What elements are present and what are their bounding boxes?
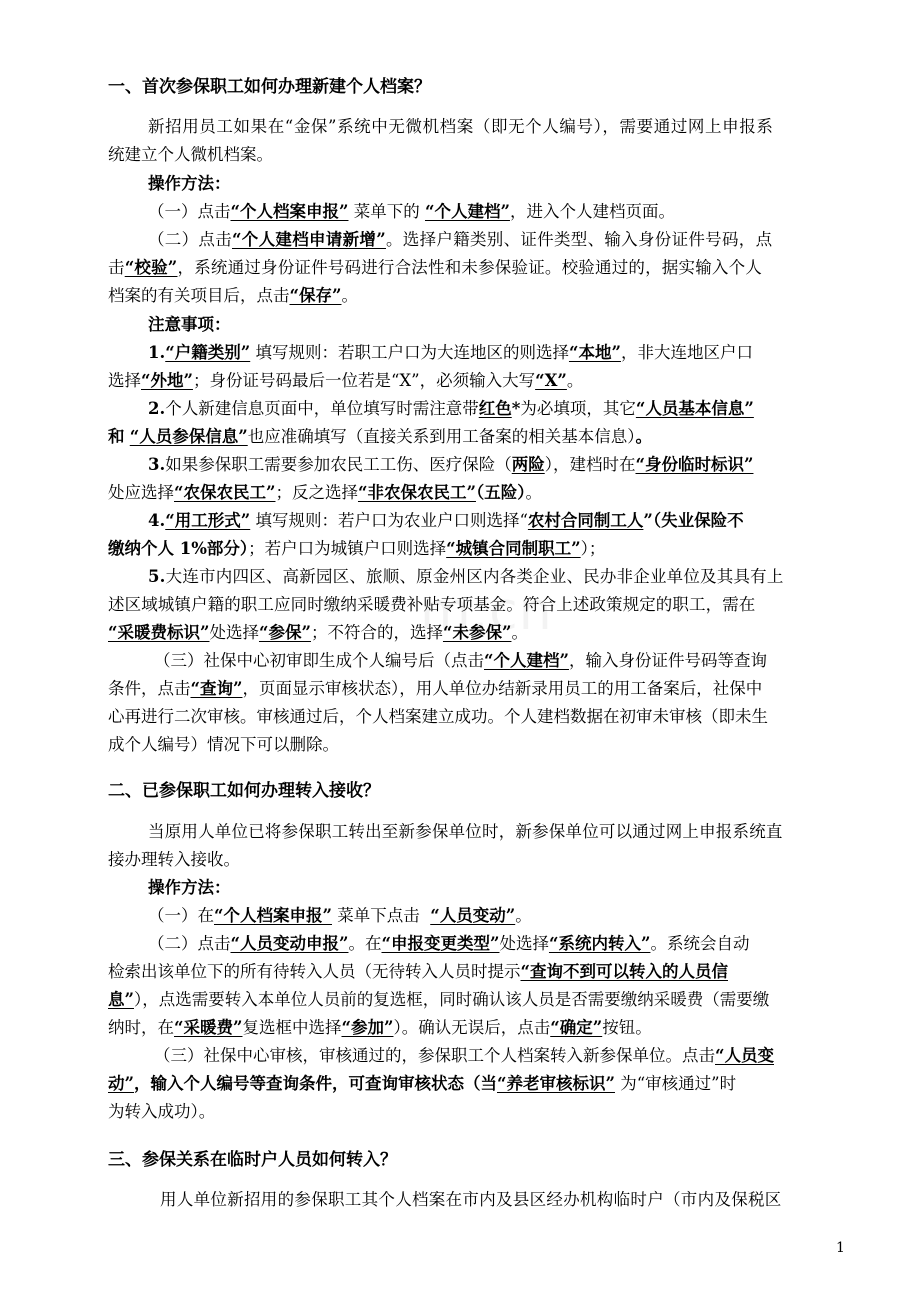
section-1-title: 一、首次参保职工如何办理新建个人档案？ <box>108 77 431 97</box>
s2-intro-line-1: 当原用人单位已将参保职工转出至新参保单位时，新参保单位可以通过网上申报系统直 <box>148 822 783 841</box>
s1-method-2c: 档案的有关项目后，点击“保存”。 <box>108 286 358 305</box>
s3-intro-line-1: 用人单位新招用的参保职工其个人档案在市内及县区经办机构临时户（市内及保税区 <box>160 1190 782 1209</box>
s1-note-label: 注意事项： <box>148 315 231 334</box>
s1-note-3a: 3.如果参保职工需要参加农民工工伤、医疗保险（两险），建档时在“身份临时标识” <box>148 455 754 474</box>
s2-method-2b: 检索出该单位下的所有待转入人员（无待转入人员时提示“查询不到可以转入的人员信 <box>108 962 728 981</box>
s1-note-4a: 4.“用工形式” 填写规则：若户口为农业户口则选择“农村合同制工人”（失业保险不 <box>148 511 744 530</box>
s1-method-1: （一）点击“个人档案申报” 菜单下的 “个人建档”，进入个人建档页面。 <box>148 202 675 221</box>
s1-note-5b: 述区域城镇户籍的职工应同时缴纳采暖费补贴专项基金。符合上述政策规定的职工，需在 <box>108 595 756 614</box>
s1-note-1b: 选择“外地”；身份证号码最后一位若是“X”，必须输入大写“X”。 <box>108 371 584 390</box>
s1-note-1a: 1.“户籍类别” 填写规则：若职工户口为大连地区的则选择“本地”，非大连地区户口 <box>148 343 753 362</box>
s2-intro-line-2: 接办理转入接收。 <box>108 850 240 869</box>
s1-note-5c: “采暖费标识”处选择“参保”；不符合的，选择“未参保”。 <box>108 623 528 642</box>
s2-method-1: （一）在“个人档案申报” 菜单下点击 “人员变动”。 <box>148 906 532 925</box>
s1-method-2b: 击“校验”，系统通过身份证件号码进行合法性和未参保验证。校验通过的，据实输入个人 <box>108 258 762 277</box>
s1-note-2b: 和 “人员参保信息”也应准确填写（直接关系到用工备案的相关基本信息）。 <box>108 427 652 446</box>
s1-method-label: 操作方法： <box>148 174 231 193</box>
s1-note-2a: 2.个人新建信息页面中，单位填写时需注意带红色*为必填项，其它“人员基本信息” <box>148 399 754 418</box>
s1-method-3b: 条件，点击“查询”，页面显示审核状态），用人单位办结新录用员工的用工备案后，社保中 <box>108 679 763 698</box>
s1-method-3a: （三）社保中心初审即生成个人编号后（点击“个人建档”，输入身份证件号码等查询 <box>154 651 767 670</box>
s1-note-5a: 5.大连市内四区、高新园区、旅顺、原金州区内各类企业、民办非企业单位及其具有上 <box>148 567 784 586</box>
section-3-title: 三、参保关系在临时户人员如何转入？ <box>108 1150 397 1170</box>
watermark <box>420 582 553 642</box>
s2-method-2d: 纳时，在“采暖费”复选框中选择“参加”）。确认无误后，点击“确定”按钮。 <box>108 1018 652 1037</box>
section-2-title: 二、已参保职工如何办理转入接收？ <box>108 781 380 801</box>
s1-method-3c: 心再进行二次审核。审核通过后，个人档案建立成功。个人建档数据在初审未审核（即未生 <box>108 707 768 726</box>
s2-method-2c: 息”），点选需要转入本单位人员前的复选框，同时确认该人员是否需要缴纳采暖费（需要缴 <box>108 990 770 1009</box>
s2-method-2a: （二）点击“人员变动申报”。在“申报变更类型”处选择“系统内转入”。系统会自动 <box>148 934 750 953</box>
s2-method-3b: 动”，输入个人编号等查询条件，可查询审核状态（当“养老审核标识” 为“审核通过”时 <box>108 1074 737 1093</box>
s1-intro-line-1: 新招用员工如果在“金保”系统中无微机档案（即无个人编号），需要通过网上申报系 <box>148 117 774 136</box>
s2-method-3a: （三）社保中心审核，审核通过的，参保职工个人档案转入新参保单位。点击“人员变 <box>154 1046 774 1065</box>
s1-note-3b: 处应选择“农保农民工”；反之选择“非农保农民工”（五险）。 <box>108 483 542 502</box>
s1-intro-line-2: 统建立个人微机档案。 <box>108 145 273 164</box>
page-number: 1 <box>836 1240 845 1256</box>
s1-method-3d: 成个人编号）情况下可以删除。 <box>108 735 339 754</box>
s1-note-4b: 缴纳个人 1%部分）；若户口为城镇户口则选择“城镇合同制职工”）； <box>108 539 606 558</box>
s2-method-3c: 为转入成功）。 <box>108 1102 216 1121</box>
s2-method-label: 操作方法： <box>148 878 231 897</box>
s1-method-2a: （二）点击“个人建档申请新增”。选择户籍类别、证件类型、输入身份证件号码，点 <box>148 230 773 249</box>
